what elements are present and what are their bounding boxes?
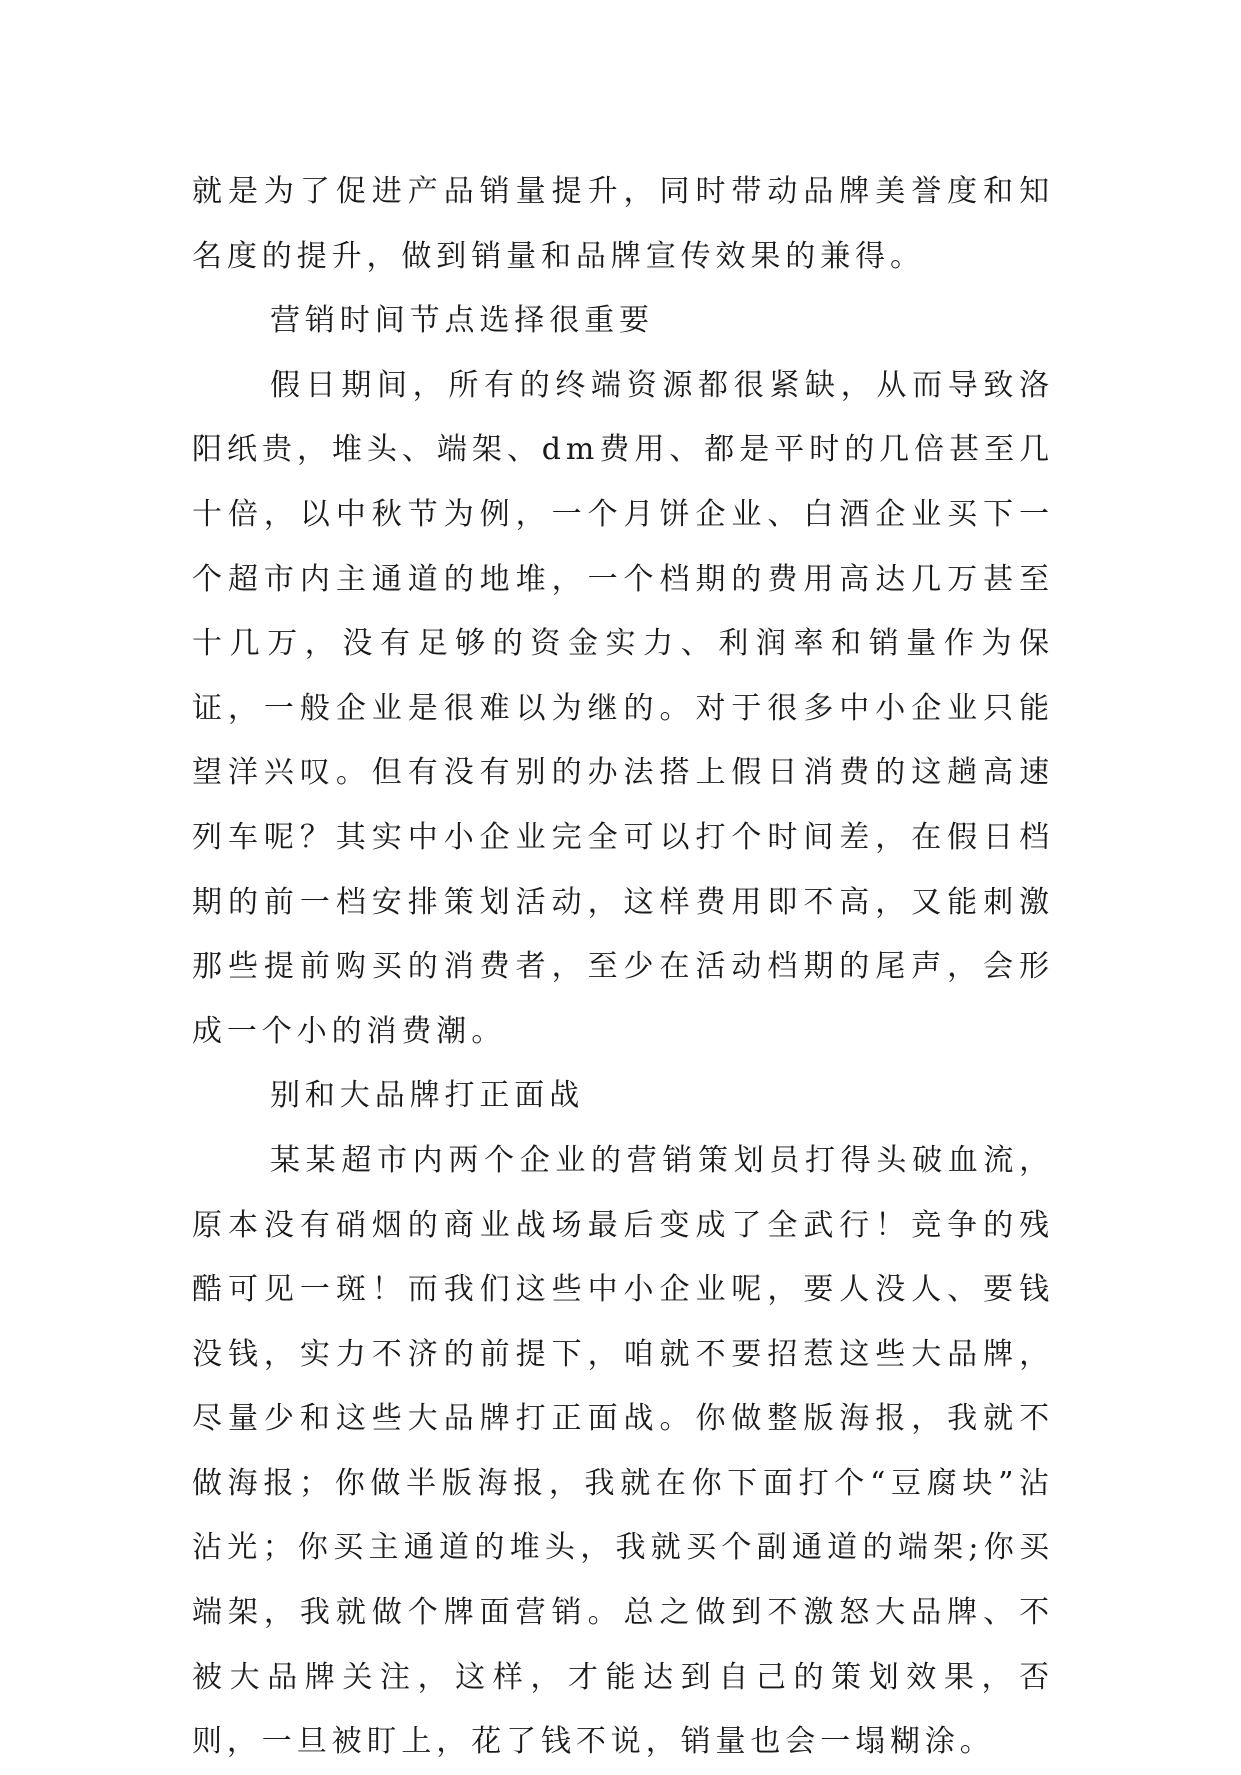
section-heading-timing: 营销时间节点选择很重要: [270, 303, 654, 339]
document-body: [192, 160, 1054, 1775]
paragraph-holiday-resources: 假日期间，所有的终端资源都很紧缺，从而导致洛阳纸贵，堆头、端架、dm费用、都是平时的几倍甚至几十倍，以中秋节为例，一个月饼企业、白酒企业买下一个超市内主通道的地堆，一个档期的费用高达几万甚至十几万，没有足够的资金实力、利润率和销量作为保证，一般企业是很难以为继的。对于很多中小企业只能望洋兴叹。但有没有别的办法搭上假日消费的这趟高速列车呢？其实中小企业完全可以打个时间差，在假日档期的前一档安排策划活动，这样费用即不高，又能刺激那些提前购买的消费者，至少在活动档期的尾声，会形成一个小的消费潮。: [192, 367, 1054, 1049]
section-heading-big-brands: 别和大品牌打正面战: [270, 1078, 585, 1114]
paragraph-continuation: 就是为了促进产品销量提升，同时带动品牌美誉度和知名度的提升，做到销量和品牌宣传效果的兼得。: [192, 174, 1054, 274]
paragraph-competition: 某某超市内两个企业的营销策划员打得头破血流，原本没有硝烟的商业战场最后变成了全武行！竞争的残酷可见一斑！而我们这些中小企业呢，要人没人、要钱没钱，实力不济的前提下，咱就不要招惹这些大品牌，尽量少和这些大品牌打正面战。你做整版海报，我就不做海报；你做半版海报，我就在你下面打个“豆腐块”沾沾光；你买主通道的堆头，我就买个副通道的端架;你买端架，我就做个牌面营销。总之做到不激怒大品牌、不被大品牌关注，这样，才能达到自己的策划效果，否则，一旦被盯上，花了钱不说，销量也会一塌糊涂。: [192, 1142, 1054, 1760]
